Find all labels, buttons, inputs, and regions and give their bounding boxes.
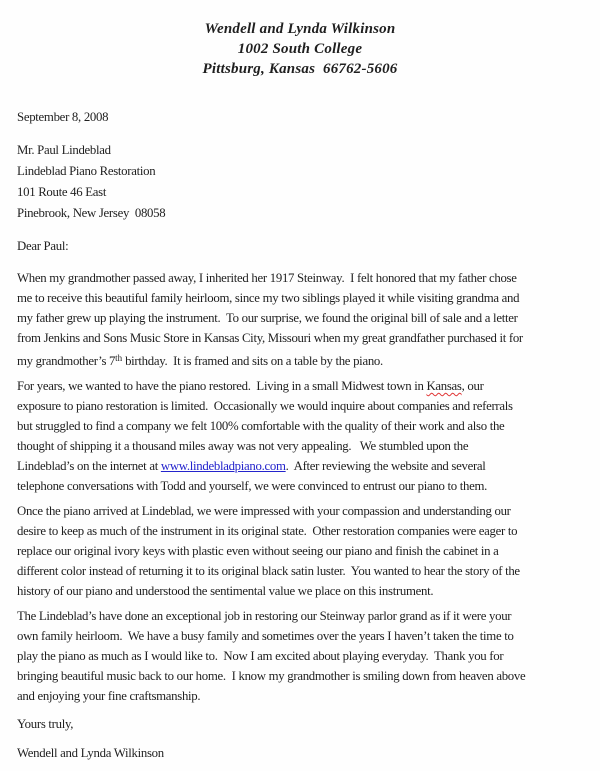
letter-body bbox=[17, 268, 590, 706]
text-segment: desire to keep as much of the instrument in its original state. Other restoration companies were eager to bbox=[17, 524, 518, 538]
text-segment: For years, we wanted to have the piano restored. Living in a small Midwest town in bbox=[17, 379, 427, 393]
letterhead-street: 1002 South College bbox=[237, 41, 363, 57]
text-segment: replace our original ivory keys with plastic even without seeing our piano and finish the cabinet in a bbox=[17, 544, 499, 558]
letter-line bbox=[17, 416, 590, 436]
text-segment: different color instead of returning it to its original black satin luster. You wanted to hear the story of the bbox=[17, 564, 520, 578]
letter-line bbox=[17, 581, 590, 601]
text-segment: , our bbox=[461, 379, 484, 393]
signature-name: Wendell and Lynda Wilkinson bbox=[17, 746, 164, 760]
paragraph bbox=[17, 606, 590, 706]
letter-line bbox=[17, 396, 590, 416]
text-segment: my grandmother’s 7 bbox=[17, 354, 116, 368]
letterhead-city-state-zip: Pittsburg, Kansas 66762-5606 bbox=[202, 61, 398, 77]
text-segment: me to receive this beautiful family heirloom, since my two siblings played it while visiting grandma and bbox=[17, 291, 520, 305]
misspelled-word: Kansas bbox=[426, 379, 462, 393]
recipient-city-state-zip: Pinebrook, New Jersey 08058 bbox=[17, 206, 166, 220]
letter-line bbox=[17, 626, 590, 646]
recipient-address bbox=[17, 140, 590, 224]
website-link[interactable]: www.lindebladpiano.com bbox=[160, 459, 286, 473]
paragraph bbox=[17, 268, 590, 371]
letter-line bbox=[17, 456, 590, 476]
letter-line bbox=[17, 541, 590, 561]
text-segment: The Lindeblad’s have done an exceptional job in restoring our Steinway parlor grand as if it were your bbox=[17, 609, 512, 623]
letter-line bbox=[17, 561, 590, 581]
letter-line bbox=[17, 501, 590, 521]
letter-line bbox=[17, 436, 590, 456]
letter-line bbox=[17, 646, 590, 666]
text-segment: . After reviewing the website and several bbox=[285, 459, 486, 473]
recipient-street: 101 Route 46 East bbox=[17, 185, 107, 199]
text-segment: thought of shipping it a thousand miles away was not very appealing. We stumbled upon the bbox=[17, 439, 469, 453]
text-segment: my father grew up playing the instrument. To our surprise, we found the original bill of sale and a letter bbox=[17, 311, 518, 325]
text-segment: bringing beautiful music back to our home. I know my grandmother is smiling down from heaven above bbox=[17, 669, 526, 683]
text-segment: but struggled to find a company we felt 100% comfortable with the quality of their work and also the bbox=[17, 419, 505, 433]
closing: Yours truly, bbox=[17, 717, 74, 731]
ordinal-superscript: th bbox=[115, 353, 123, 363]
letter-line bbox=[17, 376, 590, 396]
text-segment: play the piano as much as I would like to. Now I am excited about playing everyday. Thank you for bbox=[17, 649, 504, 663]
text-segment: telephone conversations with Todd and yourself, we were convinced to entrust our piano to them. bbox=[17, 479, 488, 493]
recipient-company: Lindeblad Piano Restoration bbox=[17, 164, 156, 178]
letter-line bbox=[17, 288, 590, 308]
text-segment: Once the piano arrived at Lindeblad, we were impressed with your compassion and understanding our bbox=[17, 504, 511, 518]
letter-line bbox=[17, 268, 590, 288]
text-segment: and enjoying your fine craftsmanship. bbox=[17, 689, 201, 703]
letter-line bbox=[17, 686, 590, 706]
letter-date: September 8, 2008 bbox=[17, 110, 109, 124]
letter-line bbox=[17, 521, 590, 541]
text-segment: history of our piano and understood the sentimental value we place on this instrument. bbox=[17, 584, 434, 598]
letter-content bbox=[0, 107, 600, 763]
letterhead-name: Wendell and Lynda Wilkinson bbox=[204, 21, 396, 37]
letter-line bbox=[17, 308, 590, 328]
letter-line bbox=[17, 348, 590, 371]
text-segment: When my grandmother passed away, I inherited her 1917 Steinway. I felt honored that my father chose bbox=[17, 271, 517, 285]
text-segment: Lindeblad’s on the internet at bbox=[17, 459, 161, 473]
paragraph bbox=[17, 501, 590, 601]
recipient-name: Mr. Paul Lindeblad bbox=[17, 143, 111, 157]
salutation: Dear Paul: bbox=[17, 239, 69, 253]
letter-line bbox=[17, 606, 590, 626]
letter-line bbox=[17, 666, 590, 686]
paragraph bbox=[17, 376, 590, 496]
letterhead bbox=[0, 0, 600, 79]
text-segment: birthday. It is framed and sits on a table by the piano. bbox=[122, 354, 383, 368]
letter-line bbox=[17, 328, 590, 348]
text-segment: exposure to piano restoration is limited. Occasionally we would inquire about companies and referrals bbox=[17, 399, 513, 413]
text-segment: own family heirloom. We have a busy family and sometimes over the years I haven’t taken the time to bbox=[17, 629, 514, 643]
letter-line bbox=[17, 476, 590, 496]
text-segment: from Jenkins and Sons Music Store in Kansas City, Missouri when my great grandfather purchased it for bbox=[17, 331, 523, 345]
